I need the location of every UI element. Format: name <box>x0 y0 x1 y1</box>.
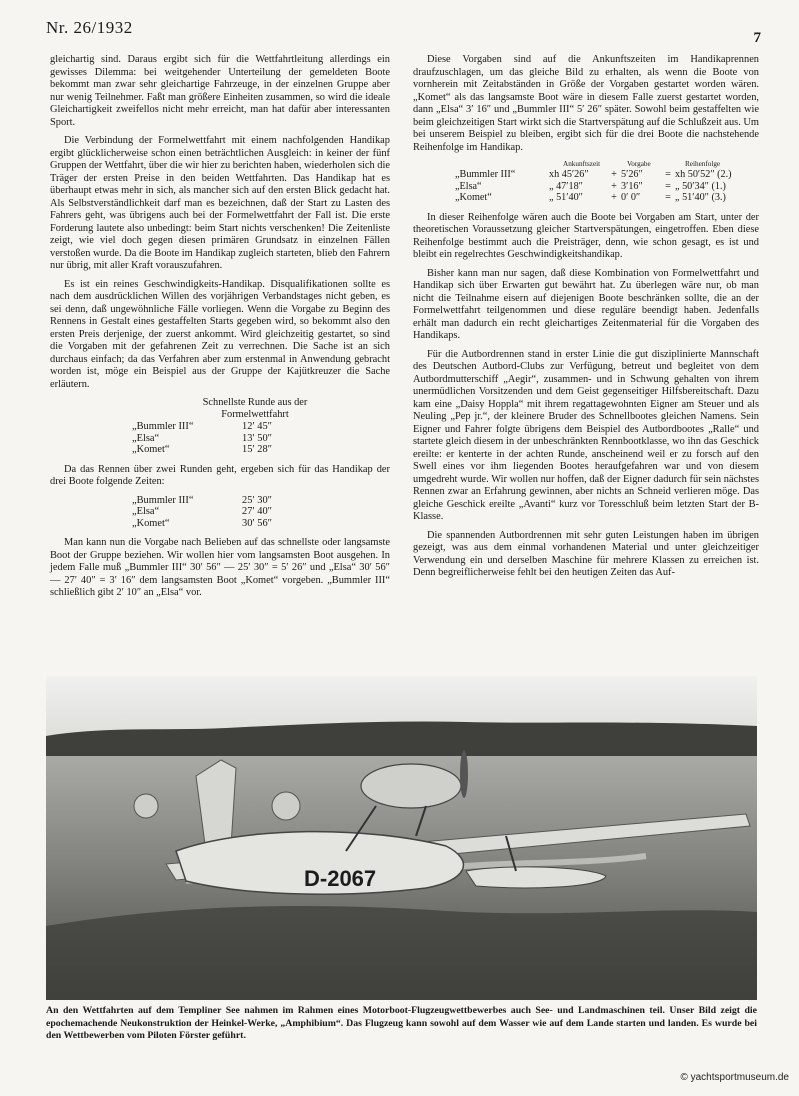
boat-name: „Bummler III“ <box>132 421 194 432</box>
copyright-watermark: © yachtsportmuseum.de <box>680 1072 789 1083</box>
equals-sign: = <box>665 169 671 180</box>
handicap-time: 0′ 0″ <box>621 192 641 203</box>
amphibium-aircraft-photo <box>46 676 757 1000</box>
paragraph: Die spannenden Autbordrennen mit sehr guten Leistungen haben im übrigen gezeigt, was aus dem einmal vorhandenen Material und unter gleichzeitiger Verwendung ein und derselben Maschine für mehrere Klassen zu erreichen ist. Denn begreiflicherweise fehlt bei den heutigen Zeiten das Auf- <box>413 529 759 578</box>
wing-wheel <box>134 794 158 818</box>
boat-name: „Komet“ <box>132 444 170 455</box>
handicap-order-table <box>413 160 759 204</box>
left-column <box>50 54 390 606</box>
equals-sign: = <box>665 192 671 203</box>
lap-time: 12′ 45″ <box>242 421 272 432</box>
table-row <box>132 444 390 456</box>
fastest-laps-caption-2: Formelwettfahrt <box>221 409 289 420</box>
paragraph: In dieser Reihenfolge wären auch die Boote bei Vorgaben am Start, unter der theoretischen Voraussetzung gleicher Startverspätungen, eingetroffen. Eben diese Reihenfolge bestimmt auch die Preisträger, denn, wie schon gesagt, es ist und bleibt ein regelrechtes Geschwindigkeitshandikap. <box>413 211 759 260</box>
paragraph: Es ist ein reines Geschwindigkeits-Handikap. Disqualifikationen sollte es nach dem ausdrücklichen Willen des vorjährigen Verbandstages nicht geben, es sei denn, daß ungewöhnliche Fälle vorliegen. Wenn die Vorgabe zu Beginn des Rennens in Gestalt eines gestaffelten Starts gegeben wird, so bekommt also den ersten Preis derjenige, der zuerst ankommt. Wird gleichzeitig gestartet, so sind die Vorgaben mit der gefahrenen Zeit zu verrechnen. Die Sache ist an sich durchaus einfach; da das Verfahren aber zum erstenmal in Anwendung gebracht worden ist, möge ein Beispiel aus der Gruppe der Kajütkreuzer die Sache erläutern. <box>50 278 390 390</box>
issue-number: Nr. 26/1932 <box>46 18 133 37</box>
boat-name: „Elsa“ <box>455 180 482 192</box>
table-row <box>132 506 390 518</box>
paragraph: Da das Rennen über zwei Runden geht, ergeben sich für das Handikap der drei Boote folgende Zeiten: <box>50 463 390 487</box>
race-time: 27′ 40″ <box>242 506 272 517</box>
paragraph: Die Verbindung der Formelwettfahrt mit einem nachfolgenden Handikap ergibt glücklicherweise schon einen beträchtlichen Ausgleich: in keiner der fünf Gruppen der Wettfahrt, über die wir hier zu berichten haben, wiederholen sich die Träger der ersten Preise in den beiden Wettfahrten. Das Handikap hat es überhaupt etwas mehr in sich, als mancher sich auf den ersten Blick gedacht hat. Als Selbstverständlichkeit darf man es bezeichnen, daß der Start zu Lasten des Fahrers geht, was übrigens auch bei der Formelwettfahrt der Fall ist. Die erste Forderung lautete also unbedingt: beim Start nichts verschenken! Die Zeitenliste zeigt, wie viel doch gegen diesen primären Grundsatz in einzelnen Fällen verstoßen wurde. Da die Boote im Handikap zugleich starteten, blieb den Fahrern nur übrig, mit aller Kraft vorauszufahren. <box>50 135 390 271</box>
table-row <box>132 495 390 507</box>
wave-shadow <box>46 906 757 1000</box>
lap-time: 13′ 50″ <box>242 432 272 444</box>
aircraft-registration: D-2067 <box>304 866 377 891</box>
table-row <box>132 433 390 445</box>
wing-wheel <box>272 792 300 820</box>
boat-name: „Bummler III“ <box>455 169 516 180</box>
right-column <box>413 54 759 586</box>
handicap-times-table <box>50 495 390 530</box>
arrival-time: „ 47′18″ <box>549 180 583 192</box>
paragraph: Für die Autbordrennen stand in erster Linie die gut disziplinierte Mannschaft des Deutschen Autbord-Clubs zur Verfügung, betreut und begleitet von dem Autbordmutterschiff „Aegir“, zusammen- und in Schwung gehalten von ihrem unermüdlichen Vorsitzenden und dem Geist gegenseitiger Hilfsbereitschaft. Dazu kam eine „Daisy Hoppla“ mit ihrem regattagewohnten Eigner am Steuer und als Neuling „Pep jr.“, der kleinere Bruder des Schnellbootes gleichen Namens. Sein Eigner und Fahrer folgte übrigens dem Beispiel des Autbordbootes „Ralle“ und startete gleich diesem in der unbeschränkten Rennbootklasse, wo ihn das Geschick ereilte: er kenterte in der achten Runde, anscheinend weil er zu forsch auf den Swell eines vor ihm liegenden Bootes heraufgefahren war und von diesem umgedreht wurde. Wir wollen nur hoffen, daß der Eigner dadurch für sein nächstes Rennen zwar an Erfahrung gewinnen, aber nichts an Schneid verlieren möge. Das gleiche Geschick ereilte „Avanti“ kurz vor Toresschluß beim letzten Start der B-Klasse. <box>413 348 759 522</box>
wing-float <box>466 867 606 888</box>
header-arrival: Ankunftszeit <box>563 160 601 168</box>
result-time: xh 50′52″ (2.) <box>675 169 732 180</box>
table-row <box>455 192 759 204</box>
result-time: „ 50′34″ (1.) <box>675 180 726 192</box>
boat-name: „Elsa“ <box>132 506 160 517</box>
lap-time: 15′ 28″ <box>242 444 272 455</box>
table-row <box>455 181 759 193</box>
handicap-time: 5′26″ <box>621 169 643 180</box>
boat-name: „Bummler III“ <box>132 494 194 506</box>
page-number: 7 <box>753 30 761 46</box>
handicap-time: 3′16″ <box>621 180 643 192</box>
photo-illustration <box>46 676 757 1000</box>
plus-sign: + <box>611 192 617 203</box>
boat-name: „Elsa“ <box>132 432 160 444</box>
paragraph: gleichartig sind. Daraus ergibt sich für die Wettfahrtleitung allerdings ein gewisses Dilemma: bei weitgehender Unterteilung der gemeldeten Boote bekommt man zwar sehr gleichartige Fahrzeuge, in der einzelnen Gruppe aber nur wenig Teilnehmer. Faßt man größere Einheiten zusammen, so wird die ideale Gleichartigkeit zweifellos nicht mehr erreicht, man hat dafür aber interessanten Sport. <box>50 54 390 128</box>
propeller <box>460 750 468 798</box>
paragraph: Man kann nun die Vorgabe nach Belieben auf das schnellste oder langsamste Boot der Gruppe beziehen. Wir wollen hier vom langsamsten Boot ausgehen. In jedem Falle muß „Bummler III“ 30′ 56″ — 25′ 30″ = 5′ 26″ und „Elsa“ 30′ 56″ — 27′ 40″ = 3′ 16″ dem langsamsten Boot „Komet“ vorgeben. „Bummler III“ schließlich gibt 2′ 10″ an „Elsa“ vor. <box>50 537 390 598</box>
arrival-time: „ 51′40″ <box>549 192 583 203</box>
boat-name: „Komet“ <box>132 517 170 529</box>
arrival-time: xh 45′26″ <box>549 169 589 180</box>
plus-sign: + <box>611 180 617 192</box>
table-row <box>132 421 390 433</box>
header-order: Reihenfolge <box>685 160 721 168</box>
header-handicap: Vorgabe <box>627 160 651 168</box>
engine-nacelle <box>361 764 461 808</box>
result-time: „ 51′40″ (3.) <box>675 192 726 203</box>
boat-name: „Komet“ <box>455 192 492 203</box>
plus-sign: + <box>611 169 617 180</box>
paragraph: Diese Vorgaben sind auf die Ankunftszeiten im Handikaprennen draufzuschlagen, um das gleiche Bild zu erhalten, als wenn die Boote von vornherein mit Zeitabständen in Größe der Vorgaben gestartet worden wären. „Komet“ als das langsamste Boot wäre in diesem Falle zuerst gestartet worden, dann „Elsa“ 3′ 16″ und „Bummler III“ 5′ 26″ später. Sowohl beim gestaffelten wie beim gleichzeitigen Start wirkt sich die Startverspätung auf die Schlußzeit aus. Um bei unserem Beispiel zu bleiben, ergibt sich für die drei Boote die nachstehende Reihenfolge im Handikap. <box>413 54 759 153</box>
fastest-laps-caption: Schnellste Runde aus der <box>202 397 308 408</box>
table-row <box>132 518 390 530</box>
table-header <box>563 160 759 169</box>
table-row <box>455 169 759 181</box>
photo-caption: An den Wettfahrten auf dem Templiner See nahmen im Rahmen eines Motorboot-Flugzeugwettbewerbes auch See- und Landmaschinen teil. Unser Bild zeigt die epochemachende Neukonstruktion der Heinkel-Werke, „Amphibium“. Das Flugzeug kann sowohl auf dem Wasser wie auf dem Lande starten und landen. Es wurde bei den Wettbewerben vom Piloten Förster geführt. <box>46 1005 757 1041</box>
paragraph: Bisher kann man nur sagen, daß diese Kombination von Formelwettfahrt und Handikap sich über Erwarten gut bewährt hat. Zu überlegen wäre nur, ob man nicht die Teilnahme eisern auf diejenigen Boote beschränken sollte, die an der Formelwettfahrt teilgenommen und diese reguläre beendigt haben. Jedenfalls erhält man dadurch ein recht gleichartiges Zeitenmaterial für die Vorgaben des Handikaps. <box>413 267 759 341</box>
equals-sign: = <box>665 180 671 192</box>
fastest-laps-table <box>50 397 390 456</box>
race-time: 30′ 56″ <box>242 517 272 529</box>
race-time: 25′ 30″ <box>242 494 272 506</box>
